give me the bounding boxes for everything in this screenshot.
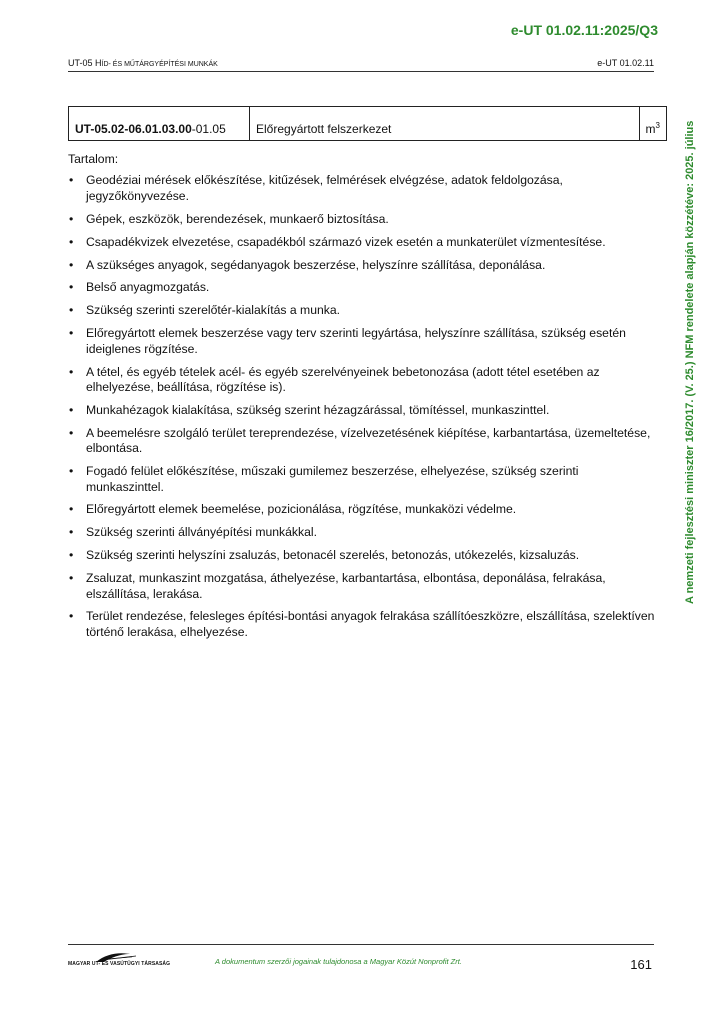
list-item: • Csapadékvizek elvezetése, csapadékból származó vizek esetén a munkaterület vízmentesítése.	[68, 235, 658, 250]
list-item: • Belső anyagmozgatás.	[68, 280, 658, 295]
footer-rule	[68, 944, 654, 945]
item-table	[68, 106, 667, 141]
list-item: • A tétel, és egyéb tételek acél- és egyéb szerelvényeinek bebetonozása (adott tétel esetében az elhelyezése, beállítása, rögzítése is).	[68, 365, 658, 396]
header-code: e-UT 01.02.11	[597, 58, 654, 68]
item-title: Előregyártott felszerkezet	[250, 107, 640, 141]
list-item: • Gépek, eszközök, berendezések, munkaerő biztosítása.	[68, 212, 658, 227]
item-code	[69, 107, 250, 141]
list-item: • Zsaluzat, munkaszint mozgatása, áthelyezése, karbantartása, elbontása, deponálása, felrakása, elszállítása, lerakása.	[68, 571, 658, 602]
content-section	[68, 152, 658, 648]
list-item: • Munkahézagok kialakítása, szükség szerint hézagzárással, tömítéssel, munkaszinttel.	[68, 403, 658, 418]
list-item: • Terület rendezése, felesleges építési-bontási anyagok felrakása szállítóeszközre, elszállítása, szelektíven történő lerakása, elhelyezése.	[68, 609, 658, 640]
company-logo-icon	[66, 948, 162, 972]
list-item: • Fogadó felület előkészítése, műszaki gumilemez beszerzése, elhelyezése, szükség szerinti munkaszinttel.	[68, 464, 658, 495]
item-code-main: UT-05.02-06.01.03.00	[75, 122, 192, 136]
publication-note: A nemzeti fejlesztési miniszter 16/2017. (V. 25.) NFM rendelete alapján közzétéve: 2025. július	[684, 120, 696, 605]
unit-base: m	[645, 122, 656, 136]
document-code: e-UT 01.02.11:2025/Q3	[510, 22, 658, 38]
item-code-suffix: -01.05	[191, 122, 226, 136]
running-header	[68, 58, 654, 72]
list-item: • Szükség szerinti helyszíni zsaluzás, betonacél szerelés, betonozás, utókezelés, kizsaluzás.	[68, 548, 658, 563]
list-item: • A beemelésre szolgáló terület tereprendezése, vízelvezetésének kiépítése, karbantartása, üzemeltetése, elbontása.	[68, 426, 658, 457]
item-unit	[639, 107, 666, 141]
list-item: • Előregyártott elemek beemelése, pozicionálása, rögzítése, munkaközi védelme.	[68, 502, 658, 517]
copyright-notice: A dokumentum szerzői jogainak tulajdonosa a Magyar Közút Nonprofit Zrt.	[215, 957, 462, 966]
list-item: • Előregyártott elemek beszerzése vagy terv szerinti legyártása, helyszínre szállítása, szükség esetén ideiglenes rögzítése.	[68, 326, 658, 357]
content-label: Tartalom:	[68, 152, 119, 166]
content-list	[68, 173, 658, 640]
list-item: • Szükség szerinti szerelőtér-kialakítás a munka.	[68, 303, 658, 318]
chapter-title-prefix: UT-05 H	[68, 58, 102, 68]
company-logo-text: MAGYAR UT- ÉS VASÚTÜGYI TÁRSASÁG	[68, 961, 171, 967]
list-item: • A szükséges anyagok, segédanyagok beszerzése, helyszínre szállítása, deponálása.	[68, 258, 658, 273]
chapter-title-rest: ÍD- ÉS MŰTÁRGYÉPÍTÉSI MUNKÁK	[101, 61, 218, 68]
list-item: • Geodéziai mérések előkészítése, kitűzések, felmérések elvégzése, adatok feldolgozása, jegyzőkönyvezése.	[68, 173, 658, 204]
chapter-title	[68, 58, 218, 68]
unit-exponent: 3	[655, 121, 660, 130]
list-item: • Szükség szerinti állványépítési munkákkal.	[68, 525, 658, 540]
page-number: 161	[630, 957, 652, 972]
